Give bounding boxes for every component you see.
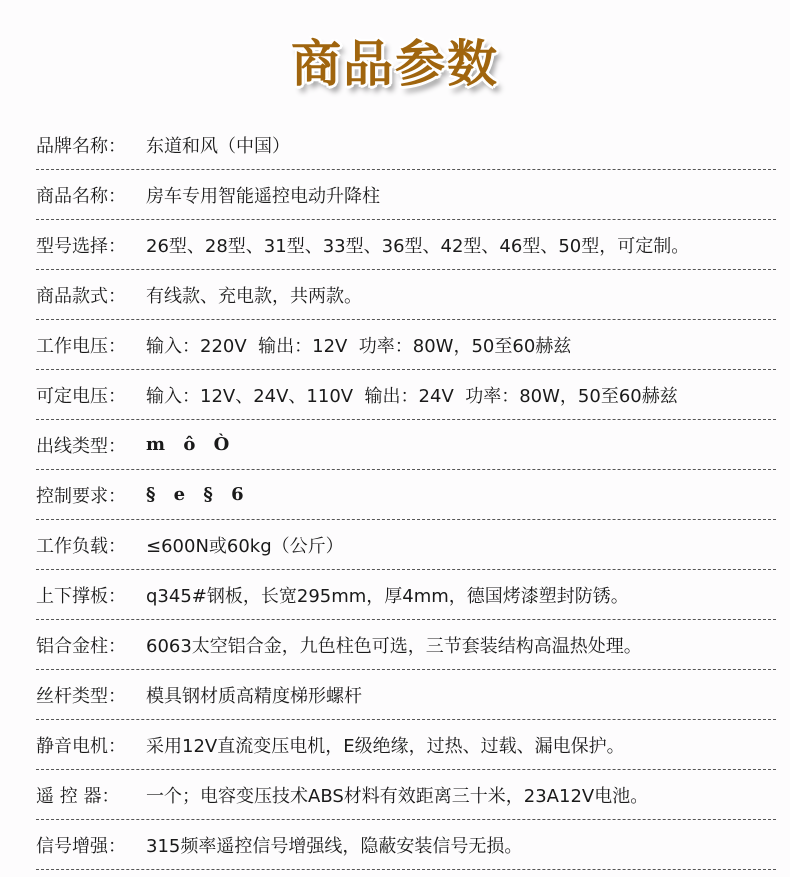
spec-label: 型号选择： <box>36 235 126 257</box>
spec-row-signal <box>36 820 776 870</box>
spec-label: 控制要求： <box>36 485 126 507</box>
spec-label: 可定电压： <box>36 385 126 407</box>
spec-value: q345#钢板，长宽295mm，厚4mm，德国烤漆塑封防锈。 <box>146 585 629 607</box>
spec-label: 铝合金柱： <box>36 635 126 657</box>
spec-value: 东道和风（中国） <box>146 135 290 157</box>
spec-label: 信号增强： <box>36 835 126 857</box>
spec-value: 有线款、充电款，共两款。 <box>146 285 362 307</box>
spec-row-brand <box>36 120 776 170</box>
spec-value: 一个；电容变压技术ABS材料有效距离三十米，23A12V电池。 <box>146 785 649 807</box>
spec-value: 26型、28型、31型、33型、36型、42型、46型、50型，可定制。 <box>146 235 690 257</box>
spec-value: 输入：12V、24V、110V 输出：24V 功率：80W，50至60赫兹 <box>146 385 678 407</box>
spec-row-control <box>36 470 776 520</box>
spec-row-remote <box>36 770 776 820</box>
spec-row-styles <box>36 270 776 320</box>
spec-row-plates <box>36 570 776 620</box>
page-title: 商品参数 <box>291 35 499 93</box>
spec-value: 输入：220V 输出：12V 功率：80W，50至60赫兹 <box>146 335 572 357</box>
spec-label: 丝杆类型： <box>36 685 126 707</box>
spec-label: 上下撑板： <box>36 585 126 607</box>
spec-value: ≤600N或60kg（公斤） <box>146 535 344 557</box>
spec-row-column <box>36 620 776 670</box>
spec-row-custom-voltage <box>36 370 776 420</box>
spec-row-outlet-type <box>36 420 776 470</box>
spec-label: 出线类型： <box>36 435 126 457</box>
spec-label: 遥 控 器： <box>36 785 120 807</box>
spec-value: 采用12V直流变压电机，E级绝缘，过热、过载、漏电保护。 <box>146 735 625 757</box>
spec-row-models <box>36 220 776 270</box>
spec-value: 房车专用智能遥控电动升降柱 <box>146 185 380 207</box>
spec-label: 工作负载： <box>36 535 126 557</box>
spec-row-load <box>36 520 776 570</box>
spec-row-motor <box>36 720 776 770</box>
spec-label: 商品名称： <box>36 185 126 207</box>
spec-row-voltage <box>36 320 776 370</box>
spec-label: 品牌名称： <box>36 135 126 157</box>
spec-value: 315频率遥控信号增强线，隐蔽安装信号无损。 <box>146 835 523 857</box>
spec-value: 模具钢材质高精度梯形螺杆 <box>146 685 362 707</box>
spec-value: § e § 6 <box>146 484 250 505</box>
spec-label: 商品款式： <box>36 285 126 307</box>
spec-row-product-name <box>36 170 776 220</box>
spec-table <box>0 120 790 870</box>
spec-label: 工作电压： <box>36 335 126 357</box>
spec-row-screw <box>36 670 776 720</box>
spec-value: m ô Ò <box>146 434 236 455</box>
spec-label: 静音电机： <box>36 735 126 757</box>
spec-value: 6063太空铝合金，九色柱色可选，三节套装结构高温热处理。 <box>146 635 642 657</box>
